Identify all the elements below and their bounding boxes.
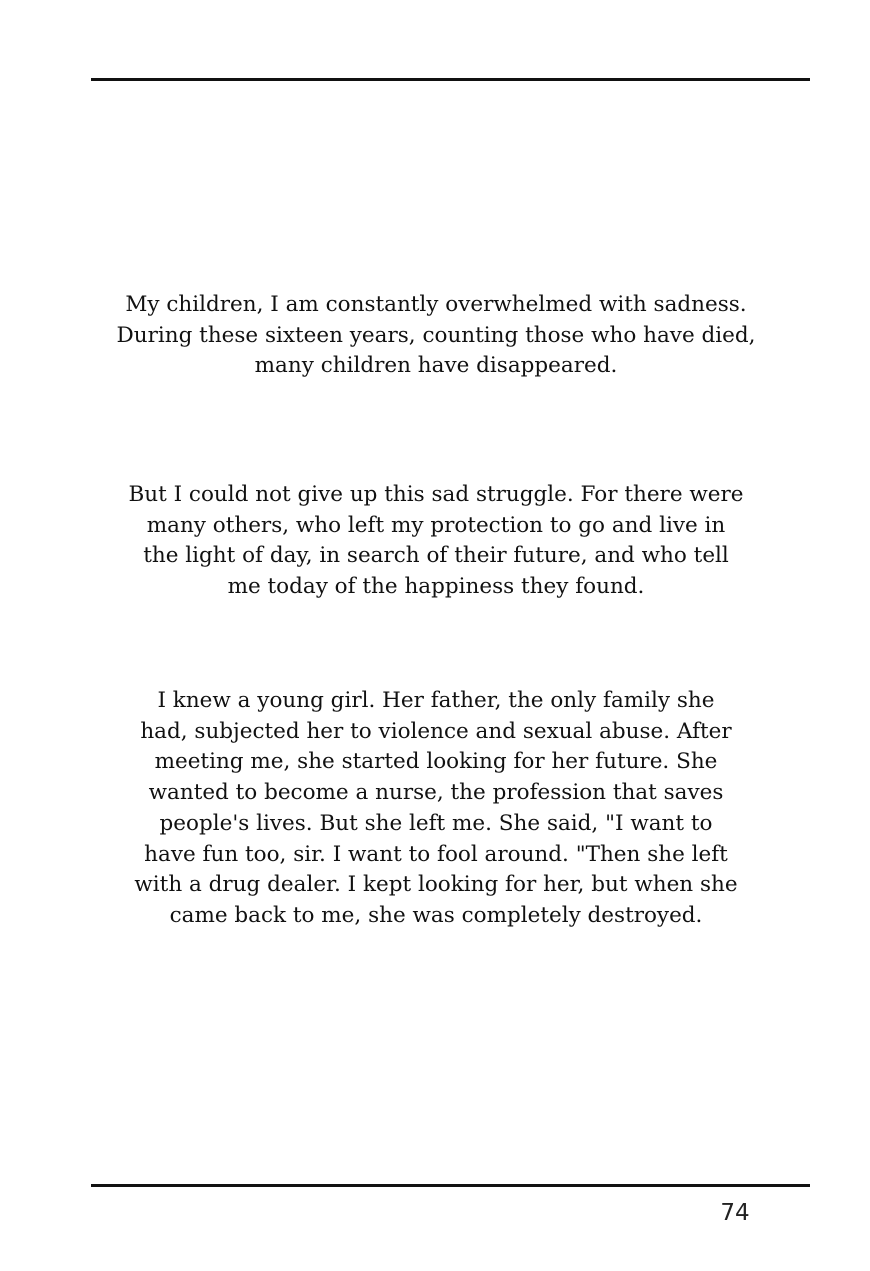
top-rule (91, 78, 810, 81)
paragraph-line: the light of day, in search of their future, and who tell (143, 543, 729, 569)
paragraph-line: During these sixteen years, counting those who have died, (116, 322, 756, 348)
paragraph-line: meeting me, she started looking for her future. She (154, 749, 718, 775)
paragraph-2 (70, 480, 802, 603)
paragraph-line: have fun too, sir. I want to fool around. "Then she left (144, 841, 728, 867)
paragraph-line: people's lives. But she left me. She said, "I want to (159, 810, 713, 836)
paragraph-line: came back to me, she was completely destroyed. (169, 902, 703, 928)
paragraph-line: with a drug dealer. I kept looking for her, but when she (134, 872, 738, 898)
paragraph-line: many children have disappeared. (254, 353, 618, 379)
paragraph-line: wanted to become a nurse, the profession that saves (148, 780, 724, 806)
paragraph-line: had, subjected her to violence and sexual abuse. After (140, 718, 732, 744)
paragraph-line: many others, who left my protection to go and live in (146, 512, 726, 538)
paragraph-line: me today of the happiness they found. (227, 574, 645, 600)
paragraph-line: My children, I am constantly overwhelmed with sadness. (125, 292, 747, 317)
paragraph-line: But I could not give up this sad struggle. For there were (128, 482, 744, 507)
page-number: 74 (720, 1200, 750, 1226)
paragraph-3 (70, 686, 802, 932)
paragraph-1 (70, 290, 802, 382)
paragraph-line: I knew a young girl. Her father, the only family she (157, 688, 715, 713)
bottom-rule (91, 1184, 810, 1187)
